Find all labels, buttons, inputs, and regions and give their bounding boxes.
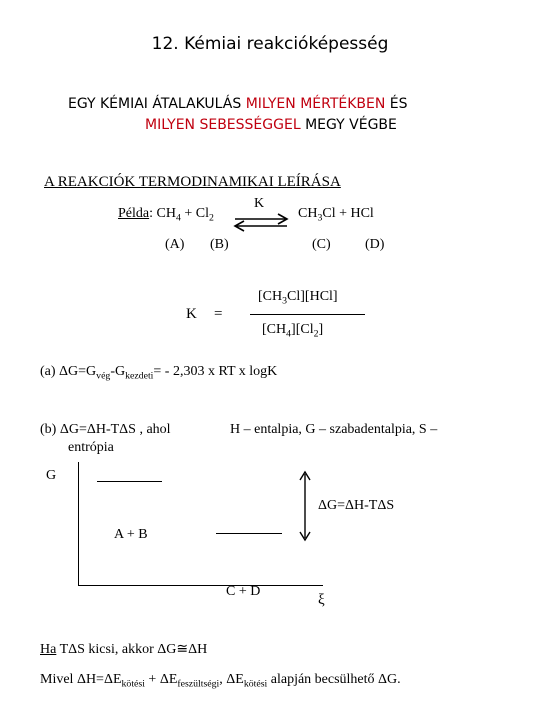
example-label: Példa <box>118 206 150 221</box>
equation-b-wrap: entrópia <box>68 440 114 455</box>
formula-text: CH <box>298 206 318 221</box>
y-axis <box>78 462 79 586</box>
approximation-note <box>40 641 207 658</box>
k-denominator <box>262 322 323 338</box>
formula-subscript: feszültségi <box>177 678 220 690</box>
note-prefix: Ha <box>40 642 57 657</box>
formula-subscript: kötési <box>243 678 268 690</box>
formula-text: Cl][HCl] <box>287 289 338 304</box>
subtitle-line-1 <box>68 96 408 112</box>
delta-g-label: ΔG=ΔH-TΔS <box>318 498 395 513</box>
x-axis-label: ξ <box>318 592 325 608</box>
equilibrium-k-label: K <box>254 196 265 211</box>
formula-text: , ΔE <box>219 672 244 687</box>
formula-subscript: vég <box>96 370 111 382</box>
formula-text: ] <box>318 322 324 337</box>
subtitle-highlight: MILYEN SEBESSÉGGEL <box>145 117 301 133</box>
delta-g-arrow-icon <box>298 470 312 542</box>
formula-text: [CH <box>258 289 283 304</box>
note-text: TΔS kicsi, akkor ΔG≅ΔH <box>56 642 208 657</box>
subtitle-highlight: MILYEN MÉRTÉKBEN <box>245 96 386 112</box>
equals-sign: = <box>214 306 223 322</box>
formula-subscript: 4 <box>175 212 181 224</box>
product-level-line <box>216 533 282 534</box>
formula-text: [CH <box>262 322 287 337</box>
section-heading: A REAKCIÓK TERMODINAMIKAI LEÍRÁSA <box>44 174 341 190</box>
subtitle-text: ÉS <box>385 96 408 112</box>
formula-subscript: kezdeti <box>125 370 154 382</box>
formula-text: Cl + HCl <box>322 206 374 221</box>
products-label: C + D <box>226 584 261 599</box>
subtitle-text: MEGY VÉGBE <box>300 117 397 133</box>
equation-b: (b) ΔG=ΔH-TΔS , ahol <box>40 422 171 437</box>
equation-a <box>40 364 277 380</box>
formula-text: + ΔE <box>144 672 178 687</box>
page-title: 12. Kémiai reakcióképesség <box>151 34 389 54</box>
formula-text: Mivel ΔH=ΔE <box>40 672 122 687</box>
formula-text: alapján becsülhető ΔG. <box>267 672 401 687</box>
example-reaction-lhs <box>118 206 214 222</box>
equilibrium-arrows-icon <box>232 211 290 233</box>
formula-subscript: 3 <box>282 295 288 307</box>
formula-subscript: 4 <box>286 328 292 340</box>
formula-subscript: 2 <box>313 328 319 340</box>
equation-b-definitions: H – entalpia, G – szabadentalpia, S – <box>230 422 438 437</box>
k-symbol: K <box>186 306 197 322</box>
formula-text: ][Cl <box>291 322 314 337</box>
y-axis-label: G <box>46 468 57 483</box>
species-tag-a: (A) <box>165 237 185 252</box>
fraction-bar <box>250 314 365 315</box>
formula-text: + Cl <box>180 206 209 221</box>
reactant-level-line <box>97 481 162 482</box>
final-statement <box>40 672 401 688</box>
species-tag-d: (D) <box>365 237 385 252</box>
subtitle-text: EGY KÉMIAI ÁTALAKULÁS <box>68 96 246 112</box>
formula-text: = - 2,303 x RT x logK <box>153 364 278 379</box>
formula-text: -G <box>110 364 126 379</box>
species-tag-c: (C) <box>312 237 331 252</box>
example-reaction-rhs <box>298 206 374 222</box>
formula-subscript: 3 <box>317 212 323 224</box>
formula-text: : CH <box>149 206 176 221</box>
reactants-label: A + B <box>114 527 148 542</box>
formula-subscript: kötési <box>121 678 145 690</box>
formula-text: (a) ΔG=G <box>40 364 97 379</box>
subtitle-line-2 <box>145 117 397 133</box>
species-tag-b: (B) <box>210 237 229 252</box>
formula-subscript: 2 <box>208 212 214 224</box>
x-axis <box>78 585 323 586</box>
k-numerator <box>258 289 338 305</box>
